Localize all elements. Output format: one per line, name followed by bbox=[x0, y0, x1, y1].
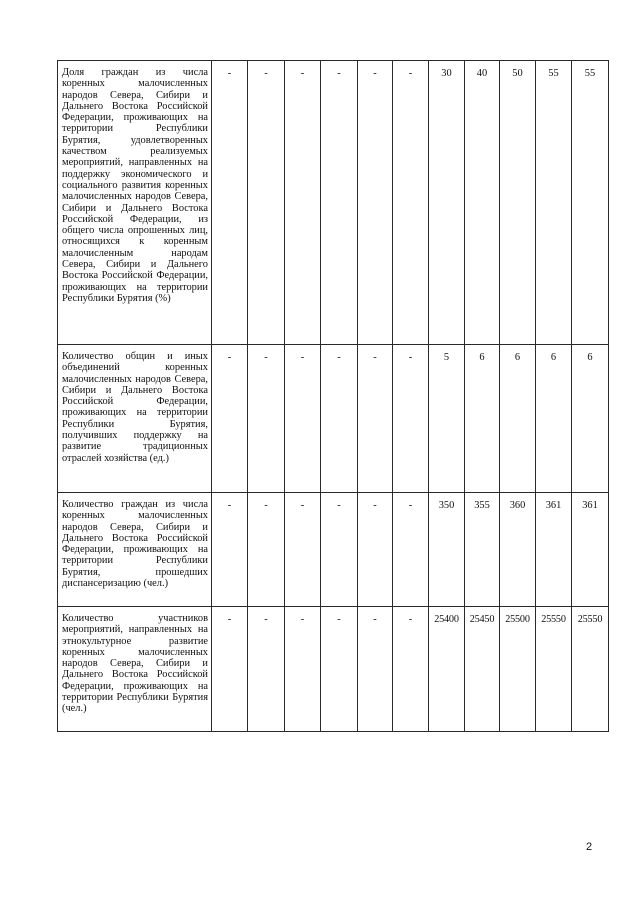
value-cell: - bbox=[358, 493, 393, 607]
table-row bbox=[58, 493, 609, 607]
value-cell: 30 bbox=[429, 61, 465, 345]
value-cell: 6 bbox=[500, 345, 536, 493]
indicator-name: Количество участников мероприятий, направленных на этнокультурное развитие коренных малочисленных народов Севера, Сибири и Дальнего Востока Российской Федерации, проживающих на территории Республики Бурятия (чел.) bbox=[62, 613, 208, 715]
value-cell: 25550 bbox=[572, 607, 609, 732]
indicator-name: Количество общин и иных объединений коренных малочисленных народов Севера, Сибири и Дальнего Востока Российской Федерации, проживающих на территории Республики Бурятия, получивших поддержку на развитие традиционных отраслей хозяйства (ед.) bbox=[62, 351, 208, 464]
value-cell: 6 bbox=[465, 345, 500, 493]
indicator-name-cell bbox=[58, 493, 212, 607]
value-cell: - bbox=[248, 345, 285, 493]
value-cell: - bbox=[212, 607, 248, 732]
value-cell: - bbox=[358, 345, 393, 493]
value-cell: - bbox=[212, 345, 248, 493]
indicator-name: Количество граждан из числа коренных малочисленных народов Севера, Сибири и Дальнего Востока Российской Федерации, проживающих на территории Республики Бурятия, прошедших диспансеризацию (чел.) bbox=[62, 499, 208, 590]
value-cell: 50 bbox=[500, 61, 536, 345]
value-cell: 55 bbox=[536, 61, 572, 345]
value-cell: 361 bbox=[536, 493, 572, 607]
value-cell: 350 bbox=[429, 493, 465, 607]
value-cell: 25450 bbox=[465, 607, 500, 732]
value-cell: 25500 bbox=[500, 607, 536, 732]
value-cell: 25550 bbox=[536, 607, 572, 732]
value-cell: - bbox=[248, 493, 285, 607]
value-cell: 55 bbox=[572, 61, 609, 345]
value-cell: - bbox=[285, 607, 321, 732]
indicator-name-cell bbox=[58, 345, 212, 493]
value-cell: - bbox=[285, 61, 321, 345]
value-cell: - bbox=[358, 61, 393, 345]
value-cell: - bbox=[393, 345, 429, 493]
value-cell: - bbox=[393, 61, 429, 345]
value-cell: - bbox=[321, 61, 358, 345]
indicator-name-cell bbox=[58, 607, 212, 732]
indicator-name-cell bbox=[58, 61, 212, 345]
value-cell: 40 bbox=[465, 61, 500, 345]
value-cell: - bbox=[248, 61, 285, 345]
value-cell: 5 bbox=[429, 345, 465, 493]
value-cell: 25400 bbox=[429, 607, 465, 732]
value-cell: - bbox=[358, 607, 393, 732]
value-cell: - bbox=[393, 607, 429, 732]
value-cell: - bbox=[321, 493, 358, 607]
value-cell: - bbox=[285, 345, 321, 493]
indicators-table bbox=[57, 60, 609, 732]
value-cell: - bbox=[285, 493, 321, 607]
table-row bbox=[58, 607, 609, 732]
value-cell: 360 bbox=[500, 493, 536, 607]
value-cell: - bbox=[248, 607, 285, 732]
value-cell: - bbox=[212, 61, 248, 345]
value-cell: - bbox=[321, 607, 358, 732]
value-cell: 6 bbox=[572, 345, 609, 493]
value-cell: 6 bbox=[536, 345, 572, 493]
value-cell: - bbox=[321, 345, 358, 493]
value-cell: 361 bbox=[572, 493, 609, 607]
value-cell: - bbox=[393, 493, 429, 607]
value-cell: - bbox=[212, 493, 248, 607]
value-cell: 355 bbox=[465, 493, 500, 607]
indicator-name: Доля граждан из числа коренных малочисленных народов Севера, Сибири и Дальнего Востока Российской Федерации, проживающих на территории Республики Бурятия, удовлетворенных качеством реализуемых мероприятий, направленных на поддержку экономического и социального развития коренных малочисленных народов Севера, Сибири и Дальнего Востока Российской Федерации, из общего числа опрошенных лиц, относящихся к коренным малочисленным народам Севера, Сибири и Дальнего Востока Российской Федерации, проживающих на территории Республики Бурятия (%) bbox=[62, 67, 208, 304]
table-row bbox=[58, 61, 609, 345]
page-number: 2 bbox=[586, 841, 593, 853]
table-row bbox=[58, 345, 609, 493]
